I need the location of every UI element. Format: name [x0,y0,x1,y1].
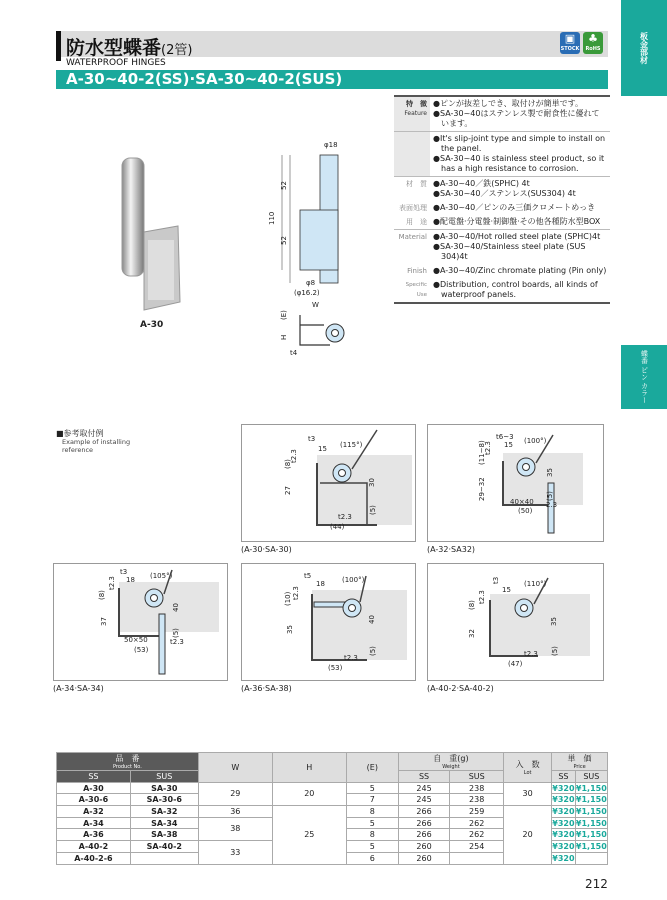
box-icon: ▣ [564,32,576,45]
title-marker [56,31,61,61]
svg-text:(5): (5) [546,491,554,501]
svg-text:27: 27 [284,486,292,495]
svg-text:(44): (44) [330,523,345,531]
dim-h: H [280,334,288,340]
photo-label: A-30 [140,320,164,330]
svg-text:15: 15 [504,441,513,449]
svg-text:t5: t5 [304,572,312,580]
svg-text:(100°): (100°) [524,437,547,445]
ref-drawing-a30 [241,424,416,542]
side-tab-hinges[interactable]: 蝶番 ピン カラー [621,345,667,409]
table-row: A-40-2 SA-40-2 33 5 260 254 ¥320 ¥1,150 [57,841,608,853]
svg-text:18: 18 [126,576,135,584]
svg-text:2.3: 2.3 [546,501,558,509]
svg-text:29~32: 29~32 [478,477,486,501]
rohs-badge: ♣ RoHS [583,32,603,54]
svg-text:(110°): (110°) [524,580,547,588]
svg-text:(5): (5) [369,505,377,515]
dim-phi8: φ8 [306,279,316,287]
page-number: 212 [585,877,608,891]
svg-text:t2.3: t2.3 [524,650,538,658]
svg-text:(5): (5) [551,646,559,656]
svg-text:35: 35 [546,468,554,477]
ref-drawing-a40 [427,563,604,681]
svg-text:(47): (47) [508,660,523,668]
caption-a30: (A-30·SA-30) [241,545,292,554]
table-row: A-30 SA-30 29 20 5 245 238 30 ¥320 ¥1,150 [57,782,608,794]
table-row: A-40-2-6 6 260 ¥320 [57,852,608,864]
table-row: A-34 SA-34 38 5 266 262 ¥320 ¥1,150 [57,817,608,829]
svg-text:(8): (8) [284,459,292,469]
ref-drawing-a34 [53,563,228,681]
svg-text:t2.3: t2.3 [338,513,352,521]
svg-text:(105°): (105°) [150,572,173,580]
svg-text:32: 32 [468,629,476,638]
svg-text:t2.3: t2.3 [478,590,486,604]
svg-text:(8): (8) [98,590,106,600]
svg-text:40: 40 [172,603,180,612]
svg-text:t2.3: t2.3 [344,654,358,662]
svg-text:(11~8): (11~8) [478,440,486,465]
svg-text:(115°): (115°) [340,441,363,449]
dim-phi18: φ18 [324,141,338,149]
dim-phi16: (φ16.2) [294,289,320,297]
table-row: A-32 SA-32 36 25 8 266 259 20 ¥320 ¥1,150 [57,806,608,818]
dim-110: 110 [268,211,276,225]
svg-text:(5): (5) [172,628,180,638]
svg-text:18: 18 [316,580,325,588]
svg-text:(53): (53) [328,664,343,672]
svg-text:50×50: 50×50 [124,636,148,644]
ref-drawing-a36 [241,563,416,681]
table-row: A-30-6 SA-30-6 7 245 238 ¥320 ¥1,150 [57,794,608,806]
ref-drawing-a32 [427,424,604,542]
svg-text:35: 35 [550,617,558,626]
svg-text:40: 40 [368,615,376,624]
caption-a32: (A-32·SA32) [427,545,476,554]
caption-a36: (A-36·SA-38) [241,684,292,693]
page-title: 防水型蝶番(2管) [66,37,193,59]
svg-text:(8): (8) [468,600,476,610]
model-numbers: A-30~40-2(SS)·SA-30~40-2(SUS) [66,70,343,88]
svg-text:(100°): (100°) [342,576,365,584]
spec-table: 特 徴 Feature ●ピンが抜差しでき、取付けが簡単です。 ●SA-30~40はステンレス製で耐食性に優れています。 ●It's slip-joint type and simple to install on the panel. ●SA-30~40 is stainless steel product, so it has a high resistance to corrosion. 材 質 ●A-30~40／鉄(SPHC) 4t ●SA-30~40／ステンレス(SUS304) 4t 表面処理 ●A-30~40／ピンのみ三価クロメートめっき 用 途 ●配電盤·分電盤·制御盤·その他各種防水型BOX Material ●A-30~40/Hot rolled steel plate (SPHC)4t ●SA-30~40/Stainless steel plate (SUS 304)4t Finish ●A-30~40/Zinc chromate plating (Pin only) Specific Use ●Distribution, control boards, all kinds of waterproof panels. [394,95,610,304]
svg-text:t6~3: t6~3 [496,433,514,441]
svg-text:15: 15 [318,445,327,453]
reference-subtitle: Example of installing reference [62,438,131,454]
svg-text:t2.3: t2.3 [170,638,184,646]
side-tab-sheet-metal[interactable]: 板金部材 [621,0,667,96]
dim-t4: t4 [290,349,298,357]
reference-title: ■参考取付例 [56,429,104,438]
product-table: 品 番 Product No. W H (E) 自 重(g) Weight 入 数 Lot 単 価 Price SS SUS SS SUS SS SUS A-30 SA-30 29 20 5 245 238 30 ¥320 ¥1,150 A-30-6 SA-30-6 7 245 238 ¥320 ¥1,150 A-32 SA-32 36 25 8 266 259 20 ¥320 ¥1,150 A-34 SA-34 38 5 266 262 ¥320 ¥1,150 A-36 SA-38 8 266 262 ¥320 ¥1,150 A-40-2 SA-40-2 33 5 260 254 ¥320 ¥1,150 A-40-2-6 6 260 ¥320 [56,752,608,865]
svg-text:30: 30 [368,478,376,487]
svg-text:t2.3: t2.3 [484,441,492,455]
svg-text:(5): (5) [369,646,377,656]
page-title-en: WATERPROOF HINGES [66,58,166,68]
svg-text:t3: t3 [120,568,128,576]
dim-52-upper: 52 [280,181,288,190]
svg-text:t2.3: t2.3 [108,576,116,590]
dim-52-lower: 52 [280,236,288,245]
dimension-drawing [260,135,385,365]
svg-text:t3: t3 [492,576,500,584]
svg-text:t3: t3 [308,435,316,443]
dim-w: W [312,301,319,309]
svg-text:t2.3: t2.3 [290,449,298,463]
svg-text:35: 35 [286,625,294,634]
caption-a34: (A-34·SA-34) [53,684,104,693]
product-photo [108,150,188,320]
svg-text:37: 37 [100,617,108,626]
table-row: A-36 SA-38 8 266 262 ¥320 ¥1,150 [57,829,608,841]
svg-text:40×40: 40×40 [510,498,534,506]
svg-text:(50): (50) [518,507,533,515]
stock-badge: ▣ STOCK [560,32,580,52]
svg-text:(10): (10) [284,591,292,606]
svg-text:(53): (53) [134,646,149,654]
caption-a40: (A-40-2·SA-40-2) [427,684,494,693]
svg-text:t2.3: t2.3 [292,586,300,600]
leaf-icon: ♣ [588,32,598,45]
svg-text:15: 15 [502,586,511,594]
dim-e: (E) [280,310,288,320]
